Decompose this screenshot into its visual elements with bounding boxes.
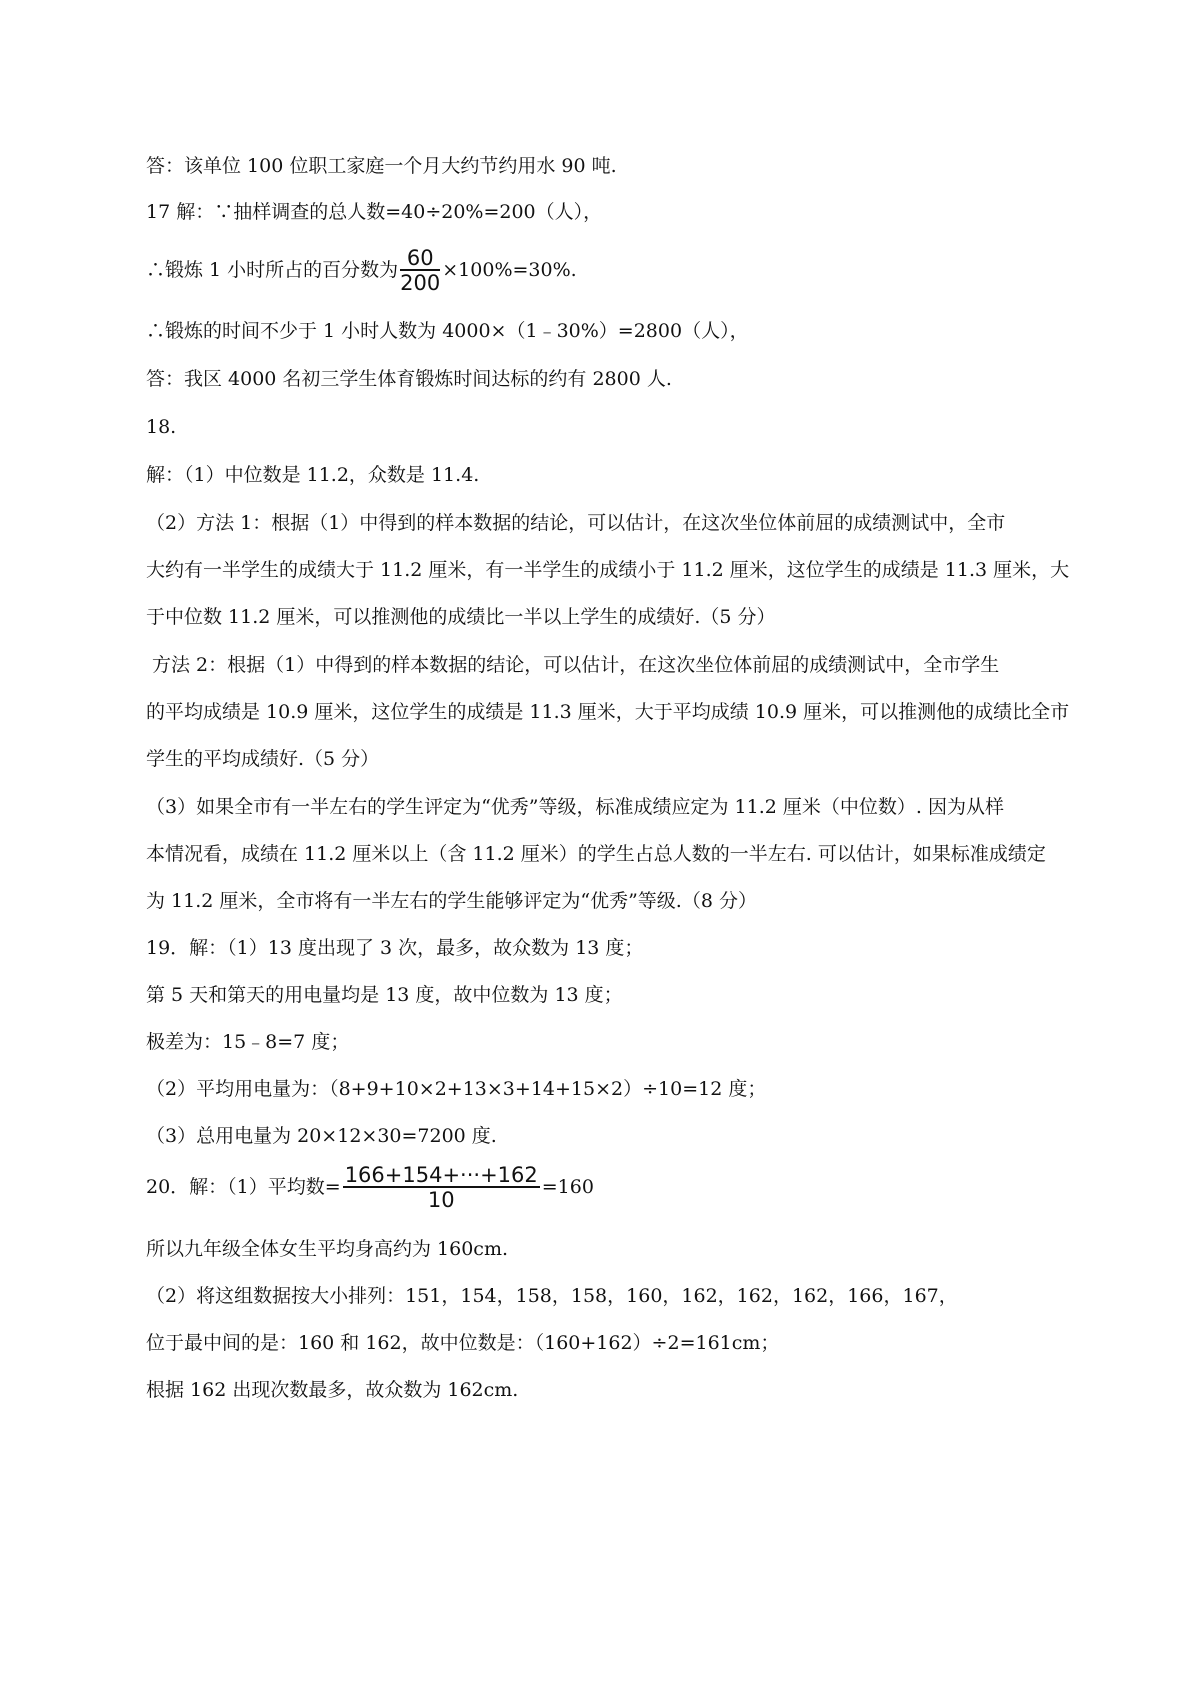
text-line: （3）总用电量为 20×12×30=7200 度. xyxy=(146,1125,497,1147)
text-line: ∴锻炼的时间不少于 1 小时人数为 4000×（1﹣30%）=2800（人）， xyxy=(146,320,749,342)
text-line: 答：该单位 100 位职工家庭一个月大约节约用水 90 吨. xyxy=(146,155,617,177)
text-line: 第 5 天和第天的用电量均是 13 度，故中位数为 13 度； xyxy=(146,984,623,1006)
formula-prefix: 20．解：（1）平均数= xyxy=(146,1176,341,1198)
formula-line xyxy=(146,245,1091,295)
text-line: 的平均成绩是 10.9 厘米，这位学生的成绩是 11.3 厘米，大于平均成绩 10.9 厘米，可以推测他的成绩比全市 xyxy=(146,701,1070,723)
text-line: 根据 162 出现次数最多，故众数为 162cm. xyxy=(146,1379,519,1401)
formula-suffix: ×100%=30%. xyxy=(442,259,577,281)
text-line: 19．解：（1）13 度出现了 3 次，最多，故众数为 13 度； xyxy=(146,937,644,959)
fraction-denominator: 200 xyxy=(400,271,441,295)
text-line: 答：我区 4000 名初三学生体育锻炼时间达标的约有 2800 人. xyxy=(146,368,672,390)
formula-suffix: =160 xyxy=(541,1176,594,1198)
fraction xyxy=(343,1164,540,1212)
text-line: 18. xyxy=(146,416,177,438)
text-line: 17 解：∵抽样调查的总人数=40÷20%=200（人）， xyxy=(146,201,603,223)
text-line: 方法 2：根据（1）中得到的样本数据的结论，可以估计，在这次坐位体前屈的成绩测试中，全市学生 xyxy=(152,654,1000,676)
text-line: 位于最中间的是：160 和 162，故中位数是：（160+162）÷2=161cm； xyxy=(146,1332,780,1354)
text-line: 极差为：15﹣8=7 度； xyxy=(146,1031,350,1053)
text-line: （2）方法 1：根据（1）中得到的样本数据的结论，可以估计，在这次坐位体前屈的成绩测试中，全市 xyxy=(146,512,1006,534)
fraction-numerator: 60 xyxy=(400,247,440,271)
text-line: （2）平均用电量为：（8+9+10×2+13×3+14+15×2）÷10=12 度； xyxy=(146,1078,767,1100)
text-line: 解：（1）中位数是 11.2，众数是 11.4. xyxy=(146,464,480,486)
text-line: 本情况看，成绩在 11.2 厘米以上（含 11.2 厘米）的学生占总人数的一半左右. 可以估计，如果标准成绩定 xyxy=(146,843,1046,865)
text-line: 于中位数 11.2 厘米，可以推测他的成绩比一半以上学生的成绩好.（5 分） xyxy=(146,606,776,628)
text-line: （2）将这组数据按大小排列：151，154，158，158，160，162，162，162，166，167， xyxy=(146,1285,958,1307)
fraction xyxy=(400,247,440,295)
fraction-numerator: 166+154+···+162 xyxy=(344,1163,538,1187)
text-line: （3）如果全市有一半左右的学生评定为“优秀”等级，标准成绩应定为 11.2 厘米（中位数）. 因为从样 xyxy=(146,796,1004,818)
text-line: 学生的平均成绩好.（5 分） xyxy=(146,748,380,770)
text-line: 所以九年级全体女生平均身高约为 160cm. xyxy=(146,1238,509,1260)
fraction-denominator: 10 xyxy=(427,1188,455,1212)
formula-prefix: ∴锻炼 1 小时所占的百分数为 xyxy=(146,259,399,281)
text-line: 大约有一半学生的成绩大于 11.2 厘米，有一半学生的成绩小于 11.2 厘米，这位学生的成绩是 11.3 厘米，大 xyxy=(146,559,1070,581)
text-line: 为 11.2 厘米，全市将有一半左右的学生能够评定为“优秀”等级.（8 分） xyxy=(146,890,757,912)
formula-line xyxy=(146,1162,1091,1212)
